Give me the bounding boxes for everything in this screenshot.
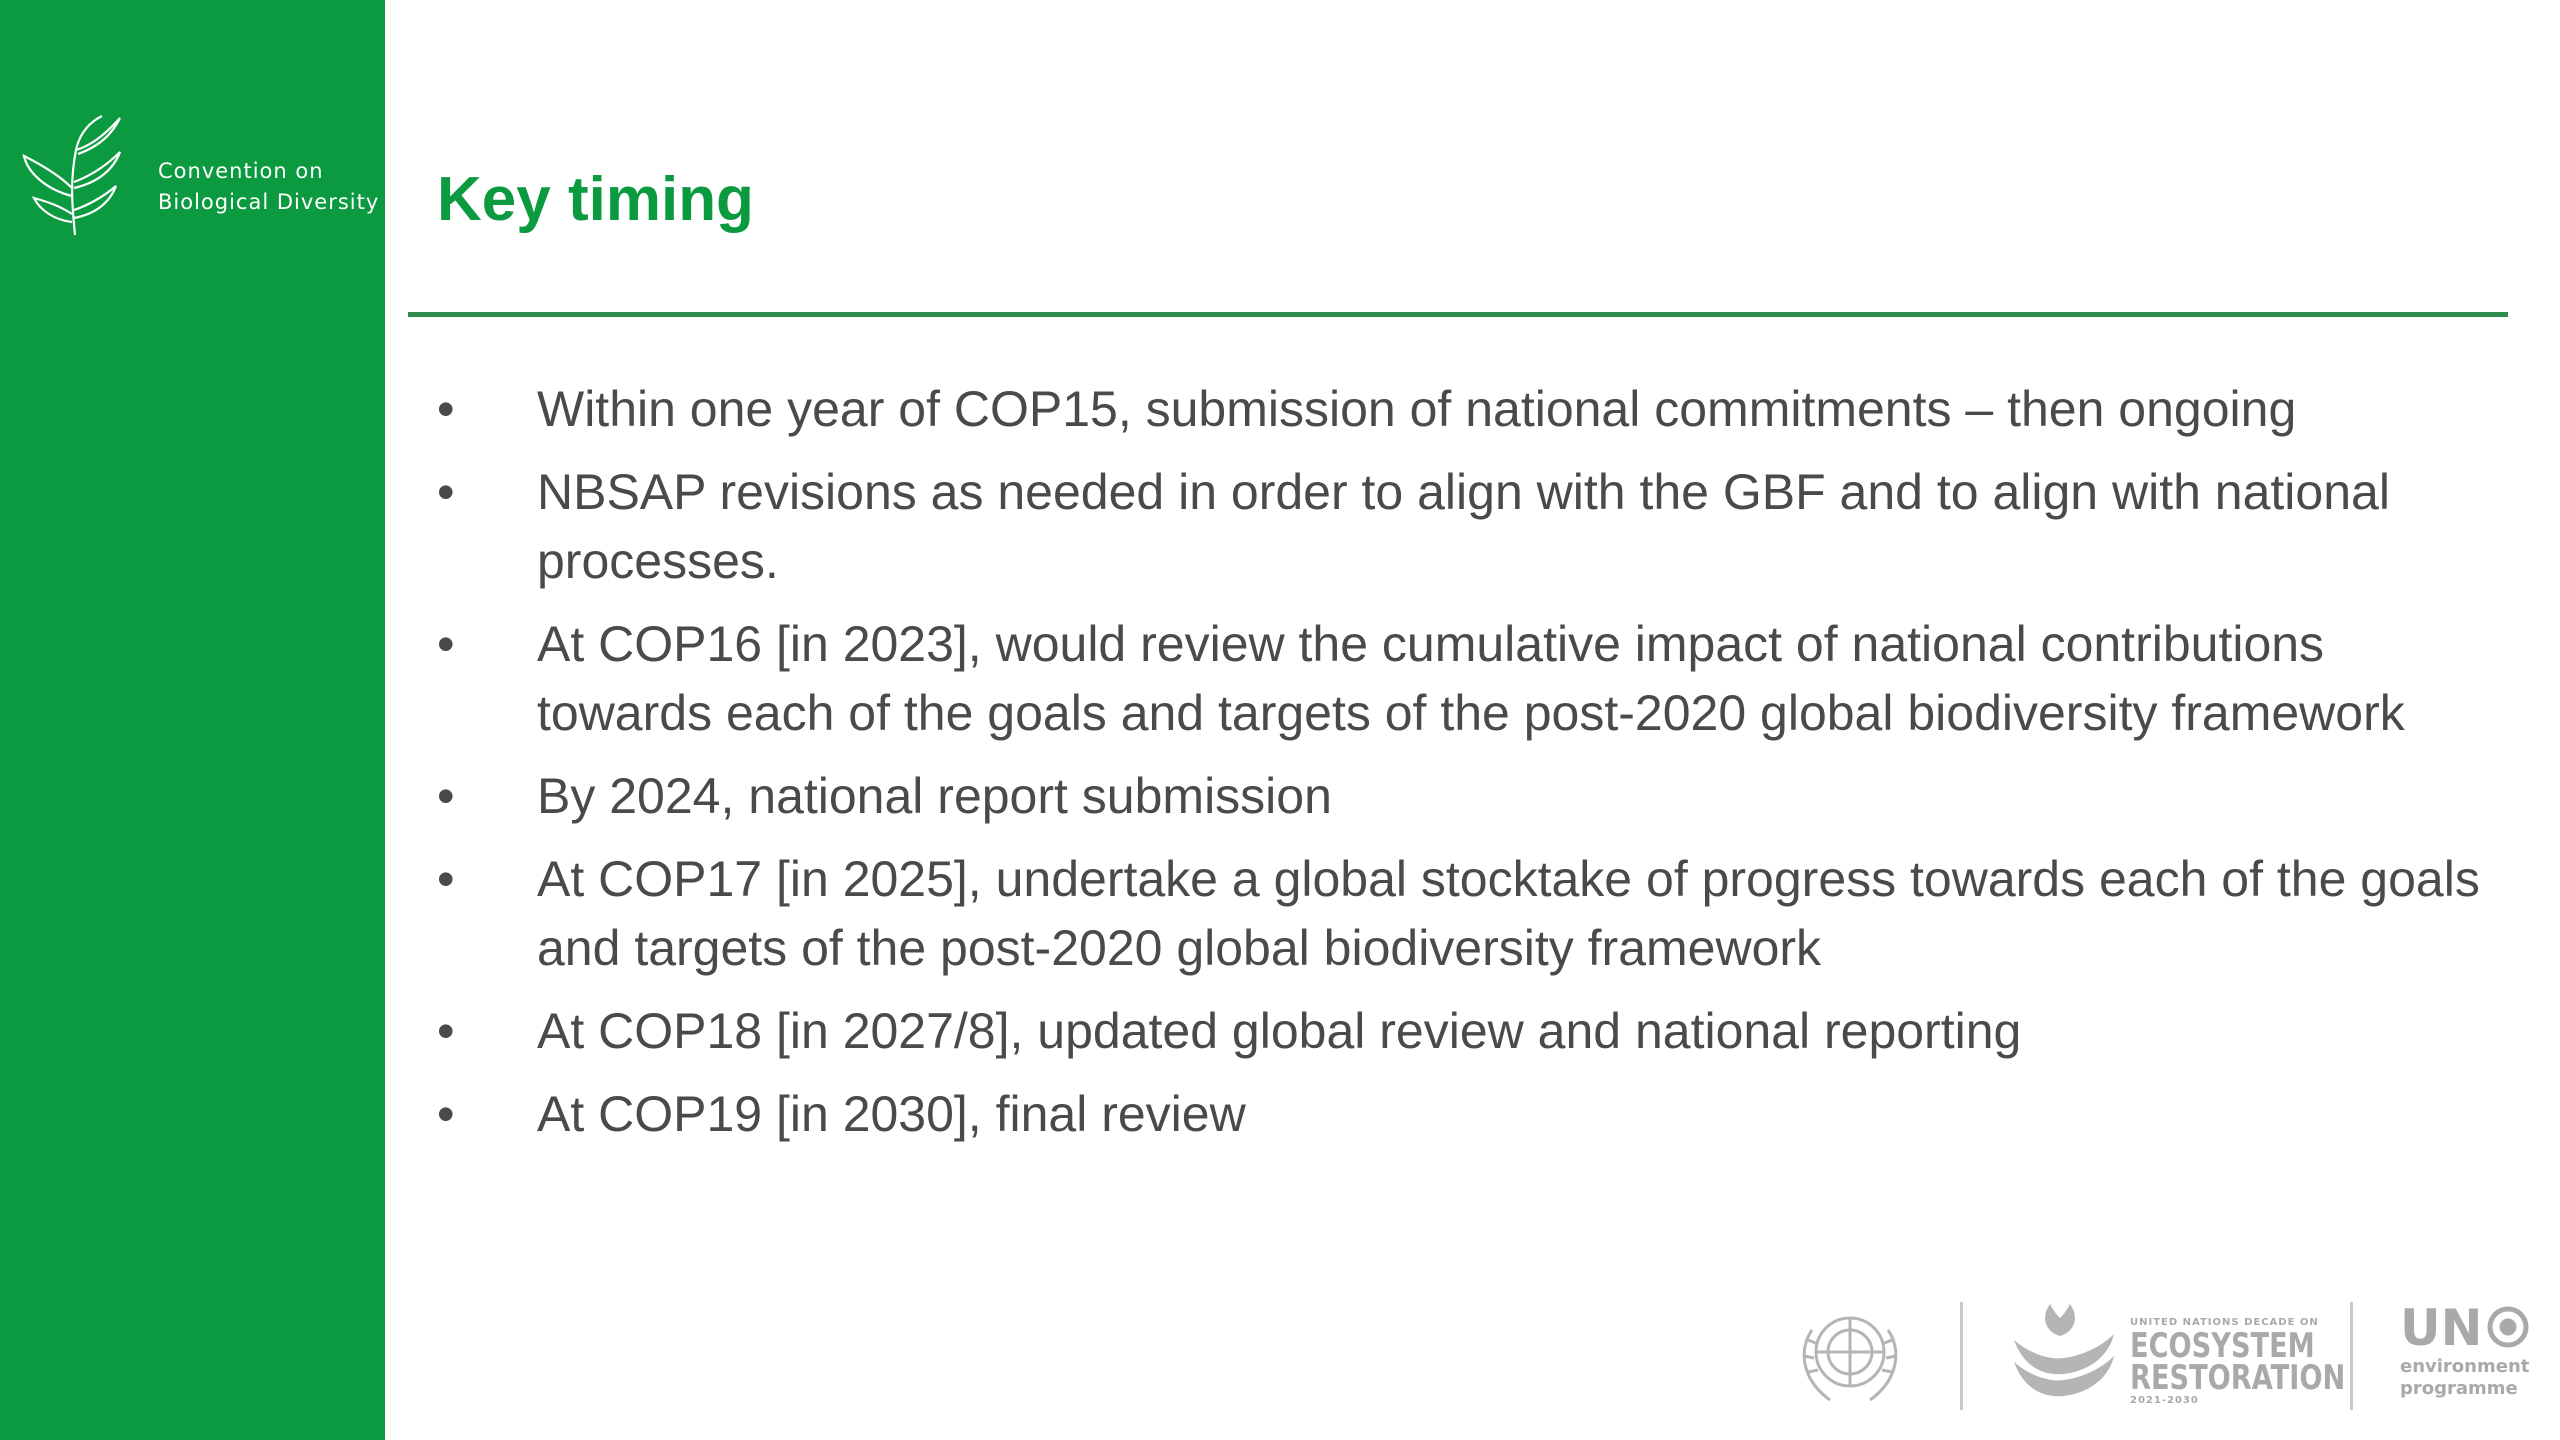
cbd-logo	[20, 110, 380, 240]
bullet-item: • At COP19 [in 2030], final review	[437, 1080, 2497, 1149]
unep-line1: environment	[2400, 1356, 2530, 1377]
unep-line2: programme	[2400, 1378, 2518, 1399]
org-name-line2: Biological Diversity	[158, 190, 380, 214]
bullet-item: • At COP16 [in 2023], would review the cumulative impact of national contributions towards each of the goals and targets of the post-2020 global biodiversity framework	[437, 610, 2497, 748]
unep-logo	[2400, 1300, 2530, 1400]
org-name	[158, 156, 379, 218]
title-divider	[408, 312, 2508, 317]
bullet-item: • Within one year of COP15, submission of national commitments – then ongoing	[437, 375, 2497, 444]
decade-line2: RESTORATION	[2130, 1358, 2346, 1398]
decade-restoration-text	[2130, 1316, 2399, 1408]
org-name-line1: Convention on	[158, 159, 324, 183]
un-emblem-icon	[1790, 1300, 1910, 1415]
decade-years: 2021-2030	[2130, 1395, 2199, 1406]
bullet-item: • At COP17 [in 2025], undertake a global stocktake of progress towards each of the goals and targets of the post-2020 global biodiversity framework	[437, 845, 2497, 983]
decade-line1: ECOSYSTEM	[2130, 1326, 2315, 1366]
bullet-item: • NBSAP revisions as needed in order to align with the GBF and to align with national processes.	[437, 458, 2497, 596]
bullet-item: • By 2024, national report submission	[437, 762, 2497, 831]
unep-un: UN	[2400, 1300, 2530, 1356]
ecosystem-restoration-icon	[2010, 1300, 2120, 1415]
slide-title: Key timing	[437, 165, 754, 234]
footer-logos	[1780, 1290, 2540, 1420]
bullet-item: • At COP18 [in 2027/8], updated global review and national reporting	[437, 997, 2497, 1066]
logo-separator	[1960, 1302, 1963, 1410]
cbd-plant-logo-icon	[20, 110, 130, 240]
bullet-list	[437, 375, 2497, 1163]
unep-globe-icon	[2486, 1305, 2530, 1349]
sidebar	[0, 0, 385, 1440]
decade-small-text: UNITED NATIONS DECADE ON	[2130, 1317, 2319, 1328]
logo-separator	[2350, 1302, 2353, 1410]
